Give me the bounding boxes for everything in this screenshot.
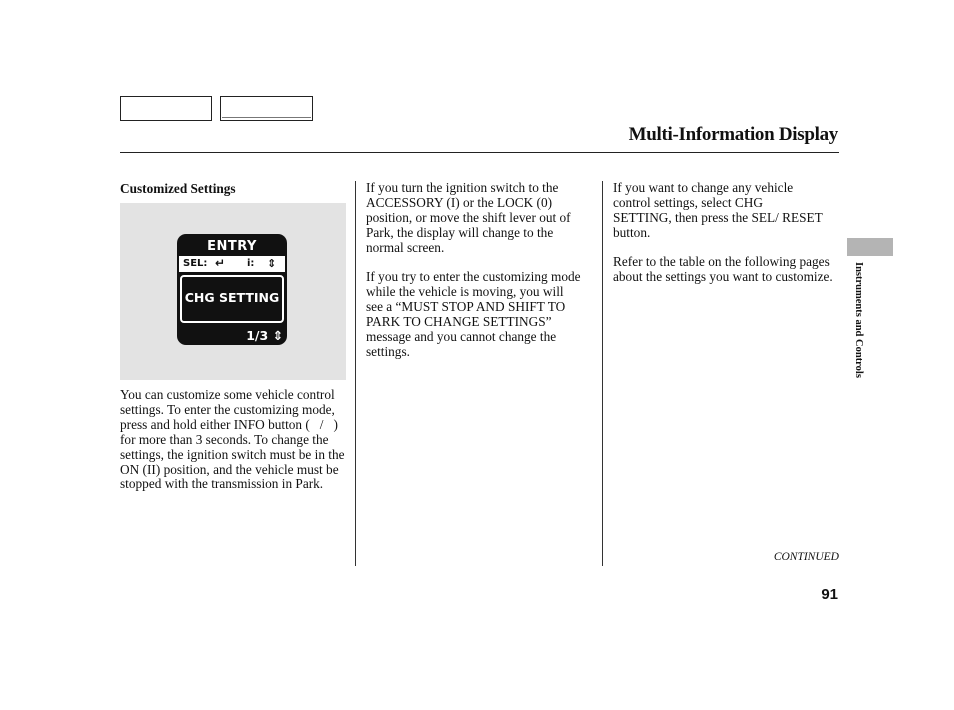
column-divider <box>355 181 356 566</box>
page-title: Multi-Information Display <box>628 124 838 145</box>
column-divider <box>602 181 603 566</box>
nav-button-table-of-contents[interactable] <box>220 96 313 121</box>
section-side-label: Instruments and Controls <box>853 262 864 378</box>
lcd-chg-setting-label: CHG SETTING <box>184 290 280 305</box>
lcd-sel-row <box>179 256 285 272</box>
column1-paragraph: You can customize some vehicle control settings. To enter the customizing mode, press and hold either INFO button ( / ) for more than 3 seconds. To change the settings, the ignition switch must be in the ON (II) position, and the vehicle must be stopped with the transmission in Park. <box>120 387 345 492</box>
continued-label: CONTINUED <box>773 551 839 563</box>
lcd-sel-label: SEL: <box>183 258 208 269</box>
display-illustration <box>120 203 346 380</box>
column2-paragraph2: If you try to enter the customizing mode while the vehicle is moving, you will see a “MUST STOP AND SHIFT TO PARK TO CHANGE SETTINGS” message and you cannot change the settings. <box>366 269 581 359</box>
lcd-screen <box>177 234 287 345</box>
up-down-arrow-icon: ⇕ <box>267 257 277 270</box>
page-number: 91 <box>821 586 838 603</box>
section-heading: Customized Settings <box>120 181 236 196</box>
lcd-page-indicator: 1/3 ⇕ <box>246 328 283 343</box>
enter-icon: ↵ <box>215 256 226 270</box>
column3-paragraph1: If you want to change any vehicle control settings, select CHG SETTING, then press the SEL/ RESET button. <box>613 180 823 240</box>
column2-paragraph1: If you turn the ignition switch to the ACCESSORY (I) or the LOCK (0) position, or move the shift lever out of Park, the display will change to the normal screen. <box>366 180 571 255</box>
title-rule <box>120 152 839 153</box>
column3-paragraph2: Refer to the table on the following pages about the settings you want to customize. <box>613 254 833 284</box>
lcd-entry-label: ENTRY <box>207 239 257 254</box>
lcd-info-label: i: <box>247 258 255 269</box>
lcd-chg-setting-box <box>180 275 284 323</box>
section-tab-marker <box>847 238 893 256</box>
nav-button-main-menu[interactable] <box>120 96 212 121</box>
